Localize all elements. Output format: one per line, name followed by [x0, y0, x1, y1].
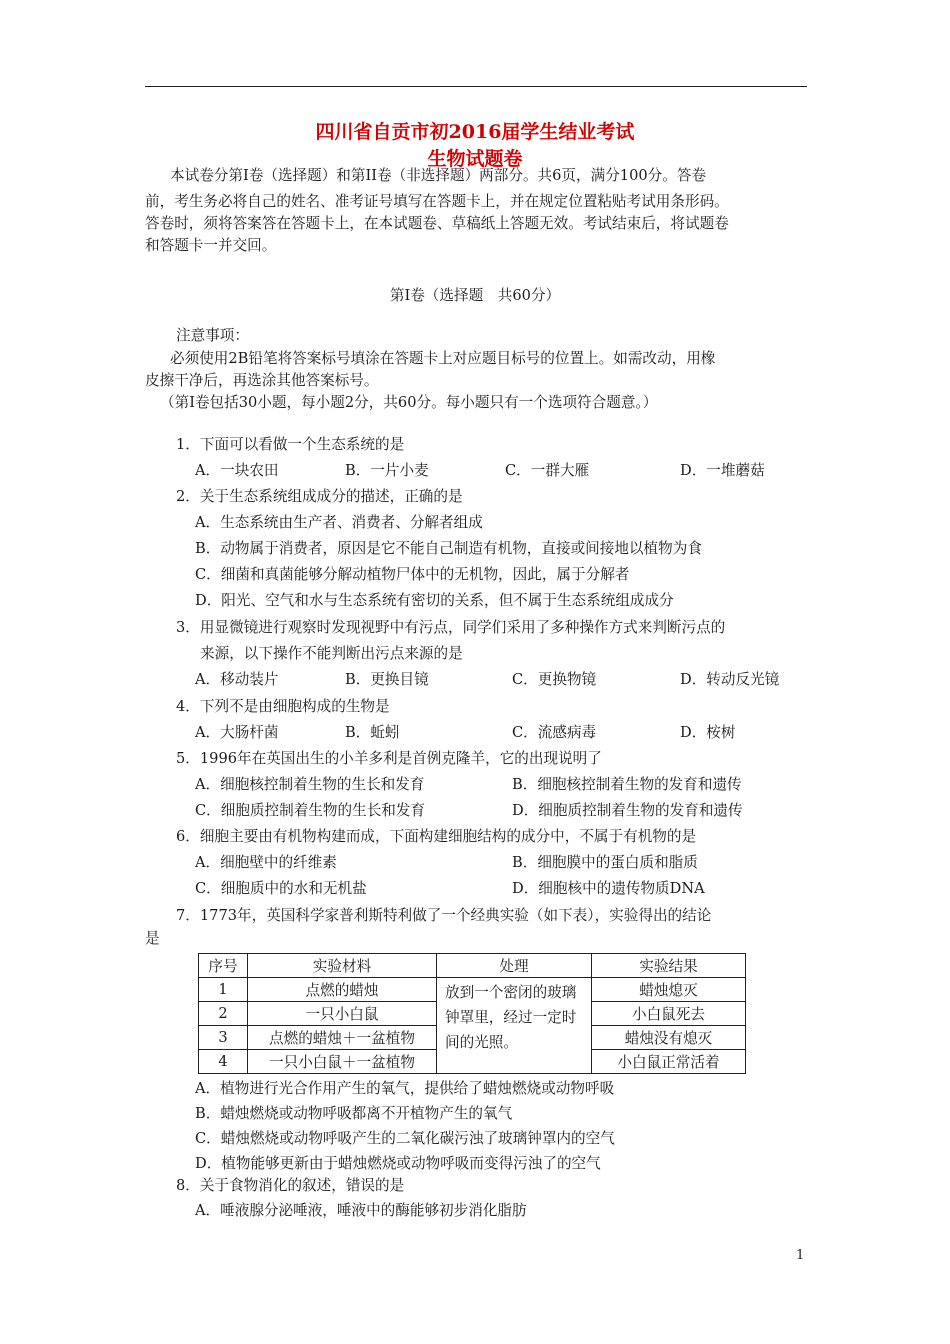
- option: C．流感病毒: [512, 724, 597, 741]
- option: B．蜡烛燃烧或动物呼吸都离不开植物产生的氧气: [195, 1105, 513, 1122]
- option: A．植物进行光合作用产生的氧气，提供给了蜡烛燃烧或动物呼吸: [195, 1080, 615, 1097]
- table-cell: 蜡烛熄灭: [592, 978, 746, 1002]
- header-rule: [145, 86, 807, 87]
- option: A．移动装片: [195, 671, 279, 688]
- table-cell-treatment: 放到一个密闭的玻璃钟罩里，经过一定时间的光照。: [437, 978, 592, 1074]
- table-cell: 一只小白鼠: [248, 1002, 437, 1026]
- option: B．动物属于消费者，原因是它不能自己制造有机物，直接或间接地以植物为食: [195, 540, 702, 557]
- option: D．细胞质控制着生物的发育和遗传: [512, 802, 743, 819]
- table-cell: 2: [199, 1002, 248, 1026]
- exam-subtitle: 生物试题卷: [427, 148, 523, 170]
- section-title: 第Ⅰ卷（选择题 共60分）: [389, 287, 561, 304]
- question-stem: 2．关于生态系统组成成分的描述，正确的是: [176, 488, 463, 505]
- table-header-cell: 序号: [199, 954, 248, 978]
- question-stem-cont: 来源，以下操作不能判断出污点来源的是: [200, 645, 463, 662]
- table-cell: 1: [199, 978, 248, 1002]
- table-header-cell: 处理: [437, 954, 592, 978]
- option: D．细胞核中的遗传物质DNA: [512, 880, 705, 897]
- option: D．植物能够更新由于蜡烛燃烧或动物呼吸而变得污浊了的空气: [195, 1155, 601, 1172]
- table-row: [199, 978, 746, 1002]
- table-header-row: [199, 954, 746, 978]
- option: A．细胞壁中的纤维素: [195, 854, 337, 871]
- option: A．细胞核控制着生物的生长和发育: [195, 776, 425, 793]
- question-stem: 1．下面可以看做一个生态系统的是: [176, 436, 405, 453]
- option: A．唾液腺分泌唾液，唾液中的酶能够初步消化脂肪: [195, 1202, 527, 1219]
- option: B．一片小麦: [345, 462, 429, 479]
- table-header-cell: 实验材料: [248, 954, 437, 978]
- table-cell: 3: [199, 1026, 248, 1050]
- option: C．细胞质控制着生物的生长和发育: [195, 802, 426, 819]
- question-stem-cont: 是: [145, 930, 160, 947]
- option: D．一堆蘑菇: [680, 462, 765, 479]
- table-cell: 蜡烛没有熄灭: [592, 1026, 746, 1050]
- option: C．细菌和真菌能够分解动植物尸体中的无机物，因此，属于分解者: [195, 566, 630, 583]
- option: B．蚯蚓: [345, 724, 400, 741]
- notes-line: 必须使用2B铅笔将答案标号填涂在答题卡上对应题目标号的位置上。如需改动，用橡: [170, 350, 716, 367]
- table-cell: 一只小白鼠＋一盆植物: [248, 1050, 437, 1074]
- table-cell: 点燃的蜡烛＋一盆植物: [248, 1026, 437, 1050]
- notes-line: 皮擦干净后，再选涂其他答案标号。: [145, 372, 379, 389]
- notes-line: （第Ⅰ卷包括30小题，每小题2分，共60分。每小题只有一个选项符合题意。）: [160, 394, 658, 411]
- option: B．细胞核控制着生物的发育和遗传: [512, 776, 742, 793]
- option: D．桉树: [680, 724, 736, 741]
- table-cell: 4: [199, 1050, 248, 1074]
- option: C．更换物镜: [512, 671, 597, 688]
- option: C．细胞质中的水和无机盐: [195, 880, 367, 897]
- table-cell: 小白鼠正常活着: [592, 1050, 746, 1074]
- table-header-cell: 实验结果: [592, 954, 746, 978]
- option: C．一群大雁: [505, 462, 590, 479]
- question-stem: 6．细胞主要由有机物构建而成，下面构建细胞结构的成分中，不属于有机物的是: [176, 828, 697, 845]
- option: A．生态系统由生产者、消费者、分解者组成: [195, 514, 483, 531]
- option: B．更换目镜: [345, 671, 429, 688]
- intro-line: 本试卷分第Ⅰ卷（选择题）和第II卷（非选择题）两部分。共6页，满分100分。答卷: [170, 167, 707, 184]
- question-stem: 4．下列不是由细胞构成的生物是: [176, 698, 390, 715]
- intro-line: 和答题卡一并交回。: [145, 237, 277, 254]
- question-stem: 3．用显微镜进行观察时发现视野中有污点，同学们采用了多种操作方式来判断污点的: [176, 619, 726, 636]
- notes-heading: 注意事项：: [176, 327, 249, 344]
- intro-line: 答卷时，须将答案答在答题卡上，在本试题卷、草稿纸上答题无效。考试结束后，将试题卷: [145, 215, 729, 232]
- table-cell: 点燃的蜡烛: [248, 978, 437, 1002]
- option: A．一块农田: [195, 462, 279, 479]
- question-stem: 7．1773年，英国科学家普利斯特利做了一个经典实验（如下表），实验得出的结论: [176, 907, 712, 924]
- option: B．细胞膜中的蛋白质和脂质: [512, 854, 698, 871]
- table-cell: 小白鼠死去: [592, 1002, 746, 1026]
- exam-title: 四川省自贡市初2016届学生结业考试: [315, 121, 635, 143]
- intro-line: 前，考生务必将自己的姓名、准考证号填写在答题卡上，并在规定位置粘贴考试用条形码。: [145, 193, 729, 210]
- option: D．转动反光镜: [680, 671, 780, 688]
- option: C．蜡烛燃烧或动物呼吸产生的二氧化碳污浊了玻璃钟罩内的空气: [195, 1130, 615, 1147]
- question-stem: 8．关于食物消化的叙述，错误的是: [176, 1177, 405, 1194]
- page-number: 1: [796, 1248, 805, 1263]
- option: A．大肠杆菌: [195, 724, 279, 741]
- question-stem: 5．1996年在英国出生的小羊多利是首例克隆羊，它的出现说明了: [176, 750, 602, 767]
- option: D．阳光、空气和水与生态系统有密切的关系，但不属于生态系统组成成分: [195, 592, 674, 609]
- experiment-table: [198, 953, 746, 1074]
